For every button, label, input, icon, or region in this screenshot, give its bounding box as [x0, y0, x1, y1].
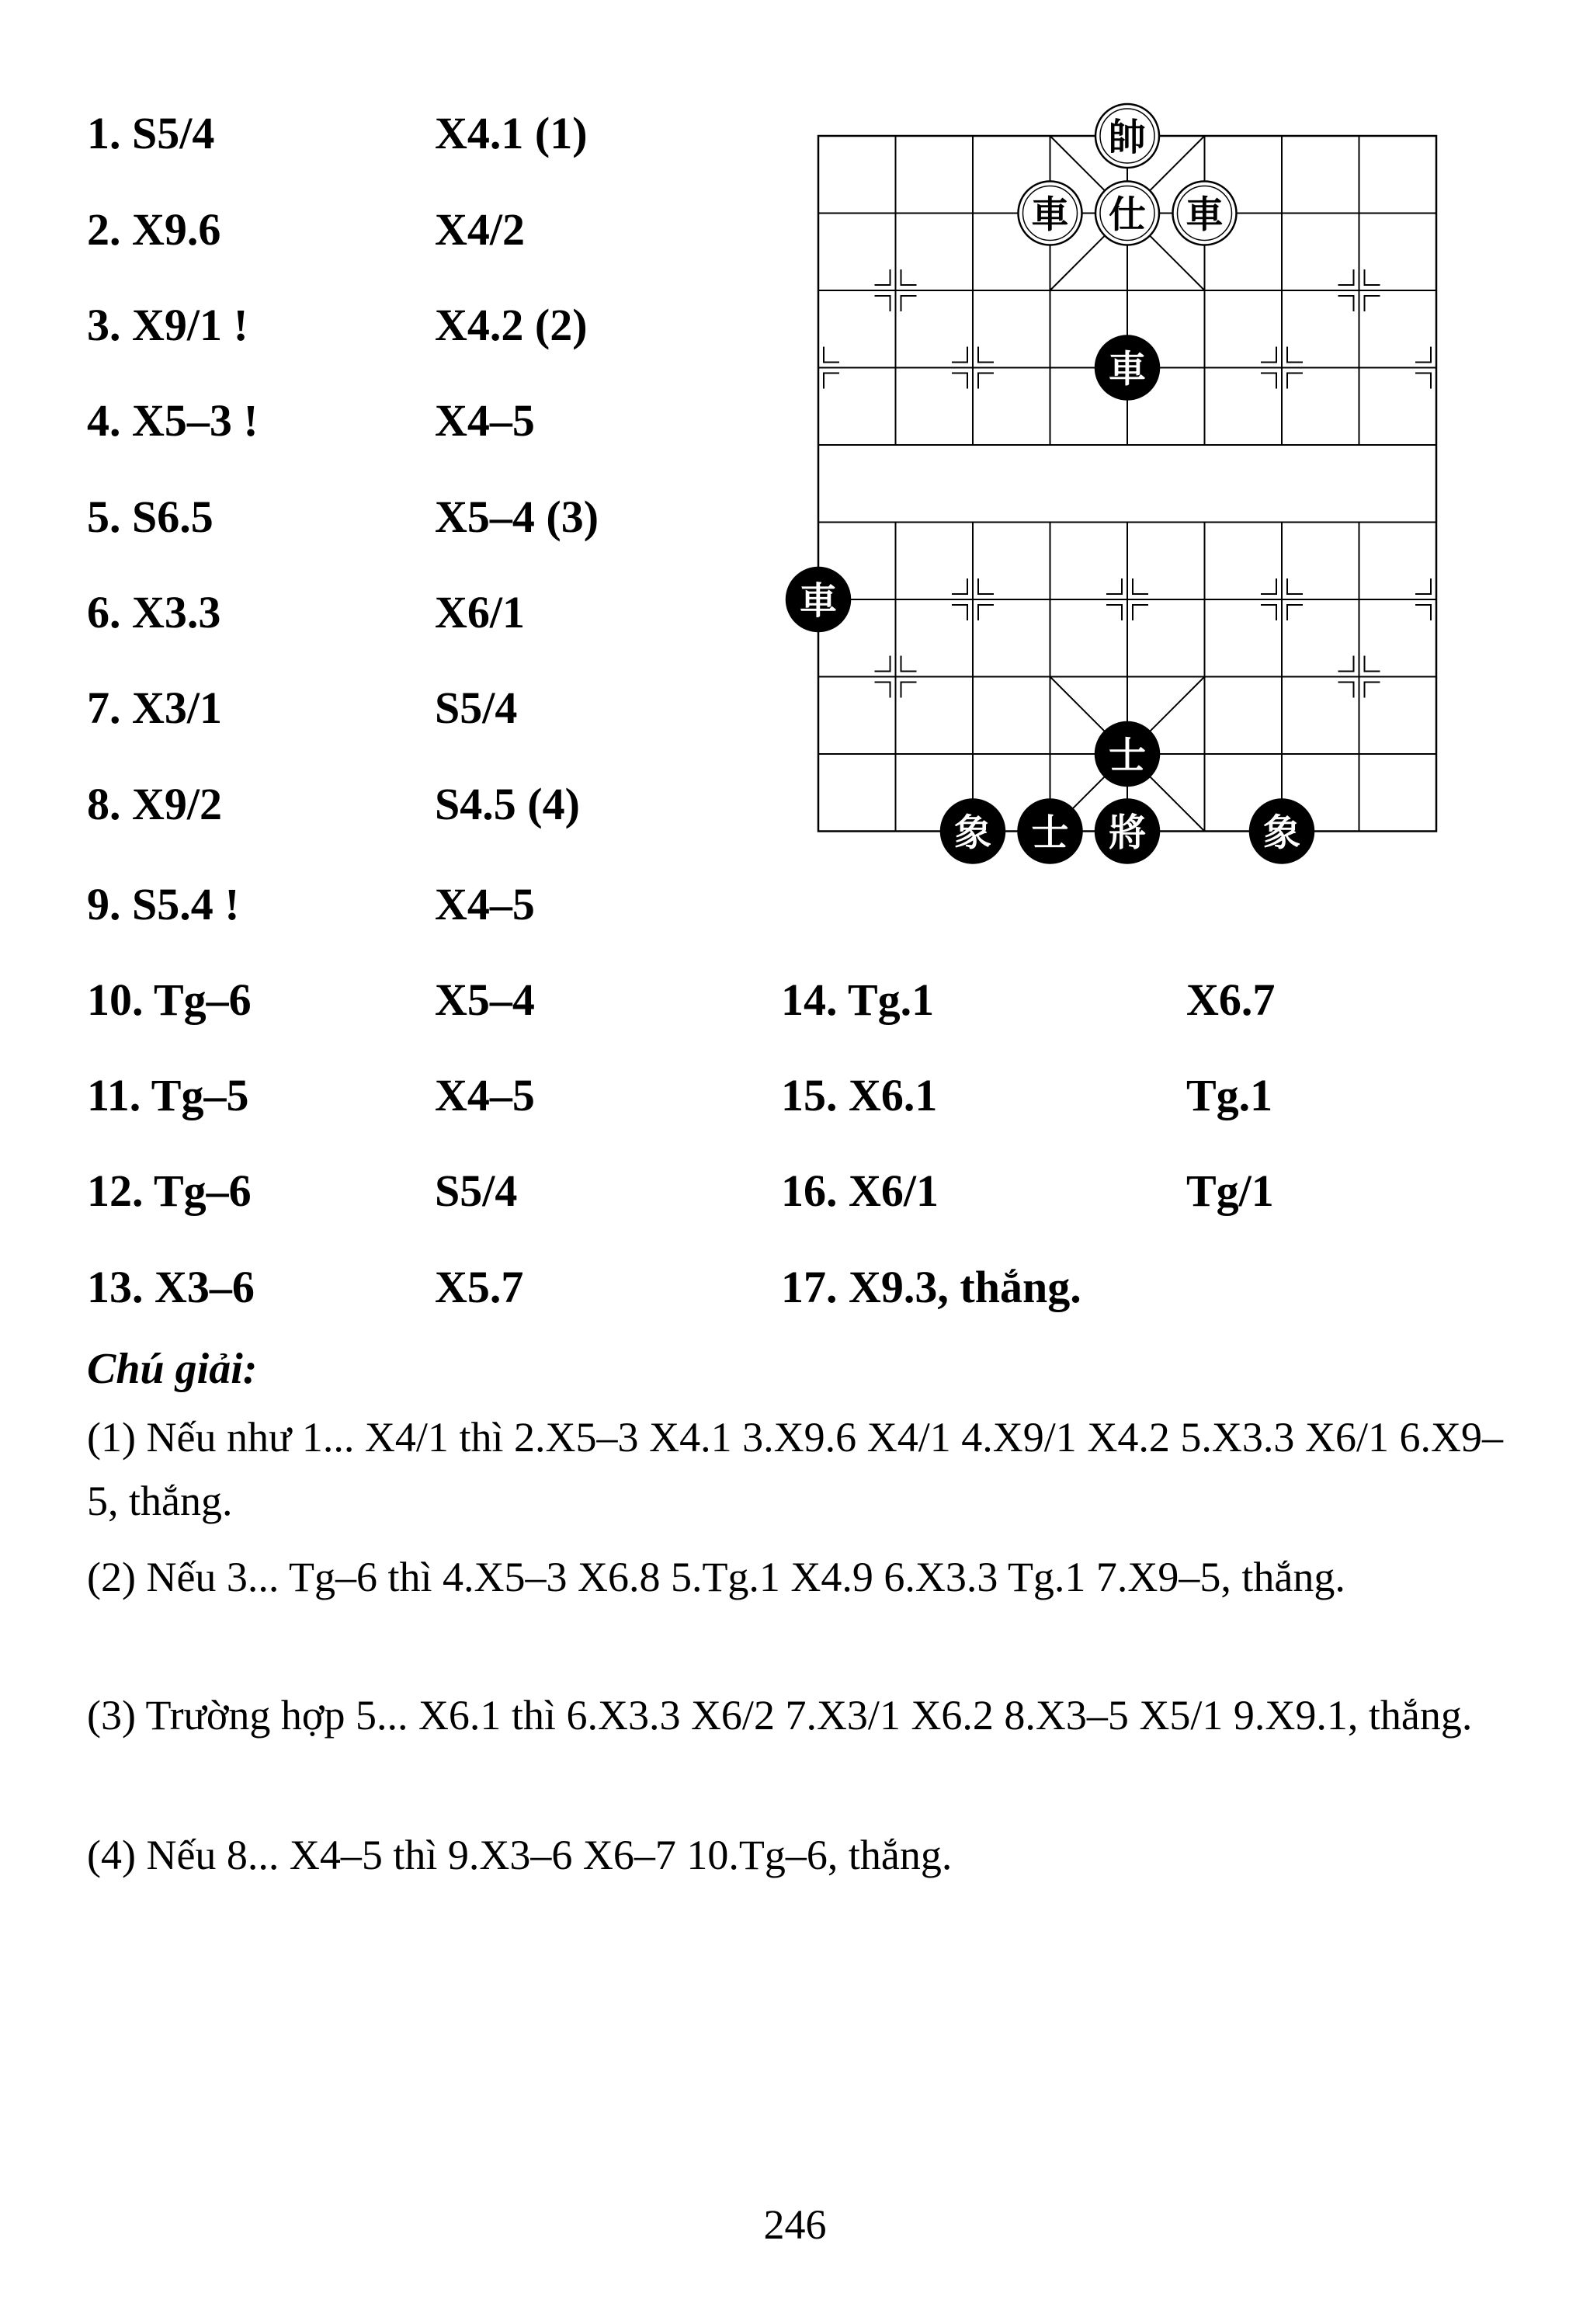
- black-piece: [1095, 336, 1159, 400]
- position-marker: [1338, 296, 1354, 311]
- position-marker: [978, 347, 994, 363]
- position-marker: [901, 656, 917, 672]
- red-piece: [1095, 182, 1159, 245]
- piece-character: 車: [1108, 347, 1147, 391]
- move-red: 4. X5–3 !: [87, 395, 259, 446]
- move-red: 16. X6/1: [781, 1165, 939, 1216]
- move-black: Tg/1: [1186, 1165, 1274, 1216]
- move-black: X5.7: [435, 1262, 524, 1312]
- piece-character: 將: [1108, 811, 1147, 855]
- black-piece: [941, 800, 1005, 863]
- move-black: X4–5: [435, 395, 535, 446]
- position-marker: [1365, 269, 1380, 285]
- move-red: 8. X9/2: [87, 779, 222, 829]
- move-black: X5–4: [435, 974, 535, 1025]
- move-black: X5–4 (3): [435, 492, 599, 542]
- piece-character: 象: [1262, 811, 1301, 855]
- move-red: 7. X3/1: [87, 683, 222, 733]
- move-black: X4–5: [435, 879, 535, 929]
- position-marker: [1287, 605, 1303, 620]
- position-marker: [1133, 578, 1148, 594]
- position-marker: [1287, 578, 1303, 594]
- position-marker: [875, 296, 890, 311]
- move-red: 14. Tg.1: [781, 974, 935, 1025]
- page-number: 246: [763, 2201, 827, 2248]
- move-black: S5/4: [435, 1165, 518, 1216]
- move-red: 11. Tg–5: [87, 1070, 249, 1120]
- position-marker: [901, 683, 917, 698]
- position-marker: [978, 578, 994, 594]
- move-black: X4–5: [435, 1070, 535, 1120]
- position-marker: [1133, 605, 1148, 620]
- move-red: 13. X3–6: [87, 1262, 255, 1312]
- red-piece: [1095, 104, 1159, 168]
- position-marker: [1106, 605, 1122, 620]
- position-marker: [1415, 347, 1431, 363]
- position-marker: [952, 373, 967, 389]
- position-marker: [978, 373, 994, 389]
- position-marker: [1365, 656, 1380, 672]
- position-marker: [1365, 683, 1380, 698]
- position-marker: [1338, 656, 1354, 672]
- position-marker: [901, 296, 917, 311]
- black-piece: [786, 568, 850, 631]
- piece-character: 車: [1186, 193, 1224, 237]
- move-black: S5/4: [435, 683, 518, 733]
- position-marker: [1261, 605, 1276, 620]
- move-black: X4/2: [435, 204, 525, 255]
- move-black: S4.5 (4): [435, 779, 580, 829]
- position-marker: [1106, 578, 1122, 594]
- piece-character: 象: [953, 811, 992, 855]
- black-piece: [1250, 800, 1314, 863]
- note-2: (2) Nếu 3... Tg–6 thì 4.X5–3 X6.8 5.Tg.1 X4.9 6.X3.3 Tg.1 7.X9–5, thắng.: [87, 1554, 1345, 1600]
- position-marker: [1415, 578, 1431, 594]
- position-marker: [824, 347, 839, 363]
- move-black: X6/1: [435, 587, 525, 637]
- position-marker: [1261, 373, 1276, 389]
- black-piece: [1095, 800, 1159, 863]
- move-red: 6. X3.3: [87, 587, 221, 637]
- note-3: (3) Trường hợp 5... X6.1 thì 6.X3.3 X6/2 7.X3/1 X6.2 8.X3–5 X5/1 9.X9.1, thắng.: [87, 1692, 1473, 1739]
- position-marker: [901, 269, 917, 285]
- position-marker: [1338, 269, 1354, 285]
- black-piece: [1095, 722, 1159, 786]
- position-marker: [1287, 347, 1303, 363]
- position-marker: [952, 578, 967, 594]
- piece-character: 仕: [1108, 193, 1147, 237]
- red-piece: [1019, 182, 1082, 245]
- piece-character: 車: [1031, 193, 1069, 237]
- position-marker: [875, 683, 890, 698]
- position-marker: [1415, 605, 1431, 620]
- move-red: 5. S6.5: [87, 492, 214, 542]
- move-red: 3. X9/1 !: [87, 300, 248, 350]
- move-red: 17. X9.3, thắng.: [781, 1262, 1081, 1312]
- note-4: (4) Nếu 8... X4–5 thì 9.X3–6 X6–7 10.Tg–6, thắng.: [87, 1832, 953, 1878]
- position-marker: [1261, 578, 1276, 594]
- position-marker: [875, 269, 890, 285]
- position-marker: [1287, 373, 1303, 389]
- position-marker: [952, 605, 967, 620]
- note-1: (1) Nếu như 1... X4/1 thì 2.X5–3 X4.1 3.X9.6 X4/1 4.X9/1 X4.2 5.X3.3 X6/1 6.X9–5, thắng.: [87, 1414, 1503, 1524]
- piece-character: 車: [799, 579, 838, 623]
- red-piece: [1173, 182, 1237, 245]
- position-marker: [824, 373, 839, 389]
- move-black: X6.7: [1186, 974, 1276, 1025]
- move-red: 2. X9.6: [87, 204, 221, 255]
- piece-character: 士: [1108, 734, 1147, 777]
- move-red: 9. S5.4 !: [87, 879, 240, 929]
- move-black: X4.1 (1): [435, 108, 588, 158]
- move-black: X4.2 (2): [435, 300, 588, 350]
- position-marker: [875, 656, 890, 672]
- piece-character: 帥: [1108, 116, 1147, 159]
- move-red: 10. Tg–6: [87, 974, 252, 1025]
- position-marker: [952, 347, 967, 363]
- move-black: Tg.1: [1186, 1070, 1273, 1120]
- xiangqi-board-diagram: [776, 85, 1475, 901]
- move-red: 1. S5/4: [87, 108, 215, 158]
- move-red: 15. X6.1: [781, 1070, 938, 1120]
- move-red: 12. Tg–6: [87, 1165, 252, 1216]
- position-marker: [1261, 347, 1276, 363]
- notes-title: Chú giải:: [87, 1345, 258, 1393]
- position-marker: [978, 605, 994, 620]
- position-marker: [1365, 296, 1380, 311]
- position-marker: [1415, 373, 1431, 389]
- position-marker: [1338, 683, 1354, 698]
- black-piece: [1019, 800, 1082, 863]
- piece-character: 士: [1031, 811, 1069, 855]
